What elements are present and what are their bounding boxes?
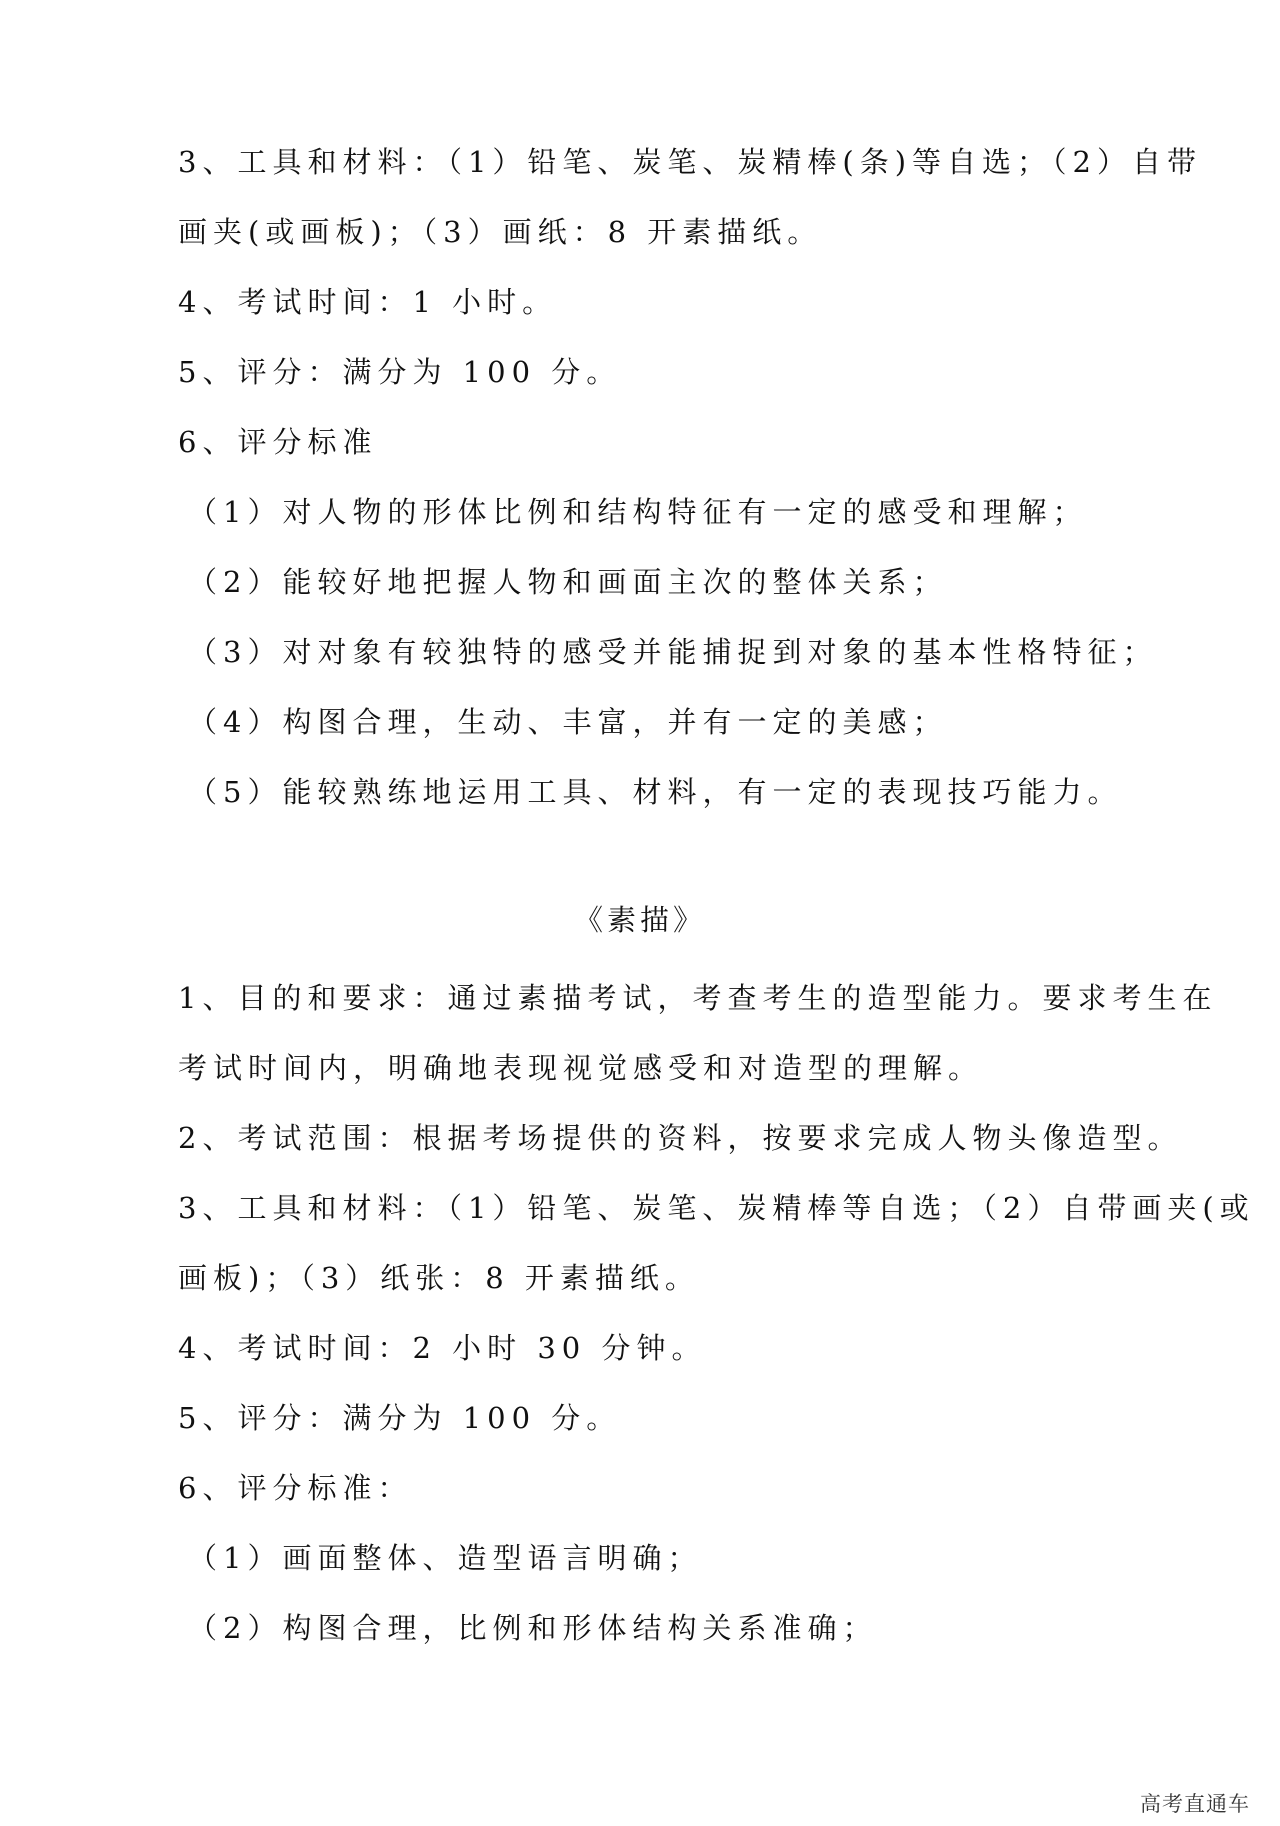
text-line: 2、考试范围：根据考场提供的资料，按要求完成人物头像造型。 [178,1121,1183,1155]
text-line: 4、考试时间：2 小时 30 分钟。 [178,1331,707,1365]
text-line: 5、评分：满分为 100 分。 [178,355,622,389]
text-line: 3、工具和材料：（1）铅笔、炭笔、炭精棒等自选；（2）自带画夹(或 [178,1191,1255,1225]
criteria-item: （1）画面整体、造型语言明确； [188,1541,703,1575]
criteria-item: （5）能较熟练地运用工具、材料，有一定的表现技巧能力。 [188,775,1123,809]
text-line: 6、评分标准： [178,1471,413,1505]
criteria-item: （4）构图合理，生动、丰富，并有一定的美感； [188,705,948,739]
criteria-item: （1）对人物的形体比例和结构特征有一定的感受和理解； [188,495,1088,529]
text-line: 3、工具和材料：（1）铅笔、炭笔、炭精棒(条)等自选；（2）自带 [178,145,1202,179]
text-line: 4、考试时间：1 小时。 [178,285,558,319]
criteria-item: （2）能较好地把握人物和画面主次的整体关系； [188,565,948,599]
watermark-text: 高考直通车 [1140,1792,1250,1816]
section-title: 《素描》 [573,903,706,937]
text-line: 考试时间内，明确地表现视觉感受和对造型的理解。 [178,1051,984,1085]
text-line: 5、评分：满分为 100 分。 [178,1401,622,1435]
criteria-item: （3）对对象有较独特的感受并能捕捉到对象的基本性格特征； [188,635,1158,669]
text-line: 1、目的和要求：通过素描考试，考查考生的造型能力。要求考生在 [178,981,1218,1015]
criteria-item: （2）构图合理，比例和形体结构关系准确； [188,1611,878,1645]
text-line: 6、评分标准 [178,425,378,459]
text-line: 画板)；（3）纸张：8 开素描纸。 [178,1261,700,1295]
text-line: 画夹(或画板)；（3）画纸：8 开素描纸。 [178,215,823,249]
